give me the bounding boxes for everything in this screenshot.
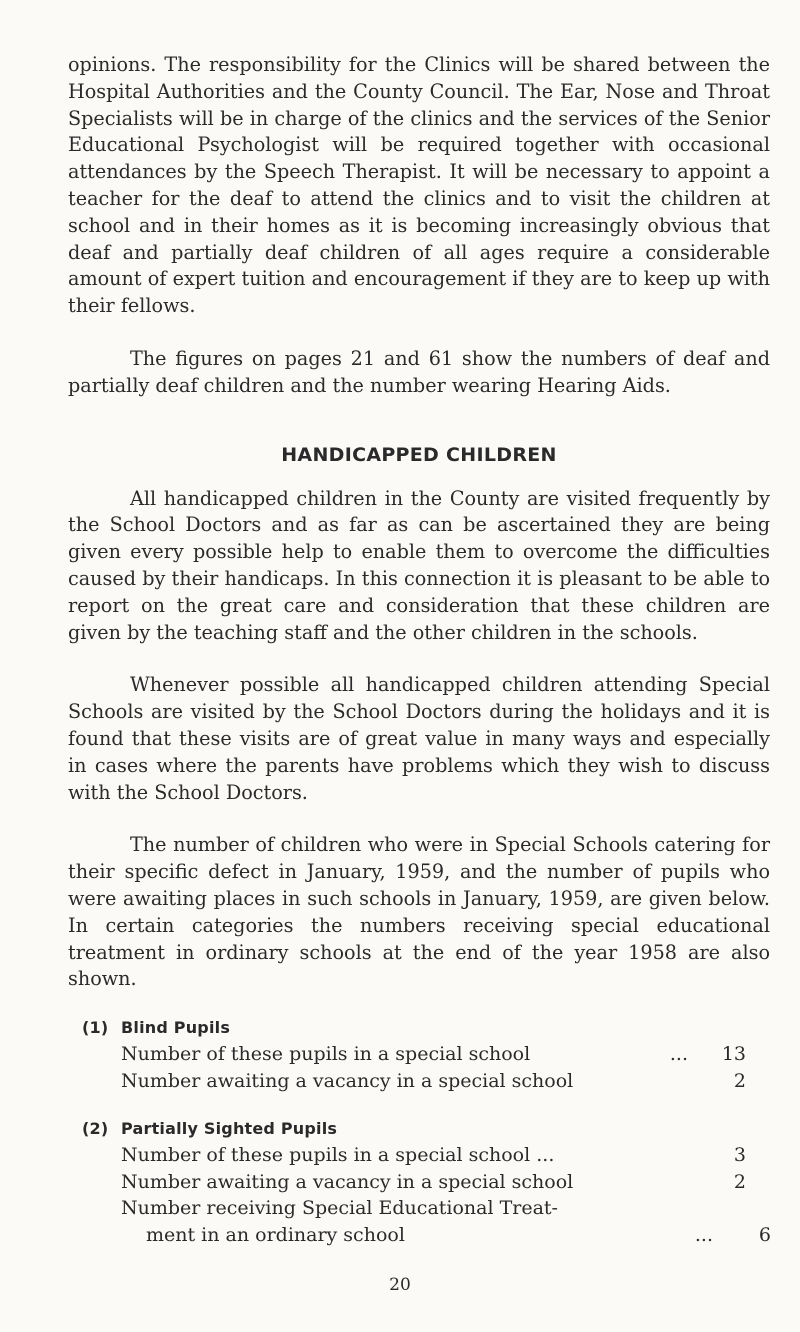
list-item xyxy=(82,1222,771,1249)
row-label: Number awaiting a vacancy in a special school xyxy=(121,1069,574,1092)
row-label: Number of these pupils in a special school xyxy=(121,1043,531,1066)
row-label: Number of these pupils in a special school ... xyxy=(121,1144,555,1167)
paragraph-special-schools: Whenever possible all handicapped children attending Special Schools are visited by the School Doctors during the holidays and it is found that these visits are of great value in many ways and especially in cases where the parents have problems which they wish to discuss with the School Doctors. xyxy=(68,673,770,804)
row-label: Number receiving Special Educational Treat- xyxy=(121,1197,558,1220)
section-blind-pupils xyxy=(82,1015,770,1094)
row-value: 13 xyxy=(721,1043,746,1066)
page-number: 20 xyxy=(389,1275,411,1295)
row-value: 2 xyxy=(733,1170,746,1193)
section-title xyxy=(82,1015,770,1041)
row-dots: ... xyxy=(694,1223,713,1246)
paragraph-numbers: The number of children who were in Special Schools catering for their specific defect in January, 1959, and the number of pupils who were awaiting places in such schools in January, 1959, are given below. In certain categories the numbers receiving special educational treatment in ordinary schools at the end of the year 1958 are also shown. xyxy=(68,833,770,991)
row-value: 2 xyxy=(733,1069,746,1092)
list-item xyxy=(82,1041,746,1068)
list-item xyxy=(82,1169,746,1196)
section-title xyxy=(82,1116,770,1142)
row-dots: ... xyxy=(669,1043,688,1066)
list-item xyxy=(82,1142,746,1169)
row-label: ment in an ordinary school xyxy=(146,1223,405,1246)
section-heading: HANDICAPPED CHILDREN xyxy=(281,443,557,466)
paragraph-clinics: opinions. The responsibility for the Clinics will be shared between the Hospital Authorities and the County Council. The Ear, Nose and Throat Specialists will be in charge of the clinics and the services of the Senior Educational Psychologist will be required together with occasional attendances by the Speech Therapist. It will be necessary to appoint a teacher for the deaf to attend the clinics and to visit the children at school and in their homes as it is becoming increasingly obvious that deaf and partially deaf children of all ages require a considerable amount of expert tuition and encouragement if they are to keep up with their fellows. xyxy=(68,53,770,318)
row-value: 3 xyxy=(733,1144,746,1167)
section-number: (1) xyxy=(82,1018,109,1038)
list-item xyxy=(82,1195,746,1222)
row-value: 6 xyxy=(758,1223,771,1246)
row-label: Number awaiting a vacancy in a special school xyxy=(121,1170,574,1193)
section-title-text: Partially Sighted Pupils xyxy=(121,1119,338,1139)
paragraph-handicapped: All handicapped children in the County are visited frequently by the School Doctors and as far as can be ascertained they are being given every possible help to enable them to overcome the difficulties caused by their handicaps. In this connection it is pleasant to be able to report on the great care and consideration that these children are given by the teaching staff and the other children in the schools. xyxy=(68,486,770,644)
section-number: (2) xyxy=(82,1119,109,1139)
list-item xyxy=(82,1068,746,1095)
paragraph-figures: The figures on pages 21 and 61 show the numbers of deaf and partially deaf children and the number wearing Hearing Aids. xyxy=(68,346,770,397)
section-partially-sighted-pupils xyxy=(82,1116,770,1248)
section-title-text: Blind Pupils xyxy=(121,1018,231,1038)
